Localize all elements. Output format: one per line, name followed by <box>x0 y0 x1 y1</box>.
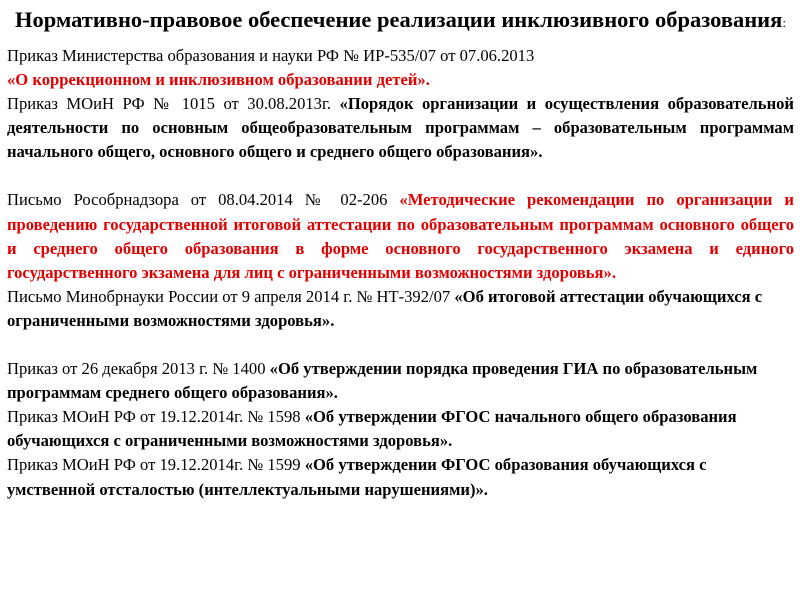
document-item-4-title: «Об итоговой аттестации обучающихся с ограниченными возможностями здоровья». <box>7 286 763 330</box>
document-item-2 <box>7 92 794 164</box>
document-item-6-title: «Об утверждении ФГОС начального общего образования обучающихся с ограниченными возможностями здоровья». <box>7 407 737 451</box>
spacer <box>7 164 794 188</box>
document-item-7 <box>7 453 794 501</box>
document-item-4 <box>7 285 794 333</box>
document-item-6-ref: Приказ МОиН РФ от 19.12.2014г. № 1598 <box>7 407 305 427</box>
document-item-5-title: «Об утверждении порядка проведения ГИА по образовательным программам среднего общего образования». <box>7 359 758 403</box>
slide-title-colon: : <box>782 15 786 30</box>
document-item-7-title: «Об утверждении ФГОС образования обучающихся с умственной отсталостью (интеллектуальными нарушениями)». <box>7 455 707 499</box>
document-item-5-ref: Приказ от 26 декабря 2013 г. № 1400 <box>7 359 270 379</box>
document-list <box>7 44 794 502</box>
document-item-1 <box>7 44 794 68</box>
document-item-4-ref: Письмо Минобрнауки России от 9 апреля 2014 г. № НТ-392/07 <box>7 286 455 306</box>
document-item-2-title: «Порядок организации и осуществления образовательной деятельности по основным общеобразовательным программам – образовательным программам начального общего, основного общего и среднего общего образования». <box>7 94 794 162</box>
document-item-7-ref: Приказ МОиН РФ от 19.12.2014г. № 1599 <box>7 455 305 475</box>
document-item-3 <box>7 188 794 284</box>
document-item-6 <box>7 405 794 453</box>
document-item-5 <box>7 357 794 405</box>
spacer <box>7 333 794 357</box>
slide-title <box>7 6 794 36</box>
document-item-1-title: «О коррекционном и инклюзивном образовании детей». <box>7 70 430 90</box>
document-item-2-ref: Приказ МОиН РФ № 1015 от 30.08.2013г. <box>7 94 340 114</box>
document-item-1-ref: Приказ Министерства образования и науки РФ № ИР-535/07 от 07.06.2013 <box>7 46 535 65</box>
document-item-3-ref: Письмо Рособрнадзора от 08.04.2014 № 02-206 <box>7 190 400 210</box>
document-item-3-title: «Методические рекомендации по организации и проведению государственной итоговой аттестации по образовательным программам основного общего и среднего общего образования в форме основного государственного экзамена и единого государственного экзамена для лиц с ограниченными возможностями здоровья». <box>7 190 794 282</box>
slide-title-text: Нормативно-правовое обеспечение реализации инклюзивного образования <box>15 7 783 32</box>
